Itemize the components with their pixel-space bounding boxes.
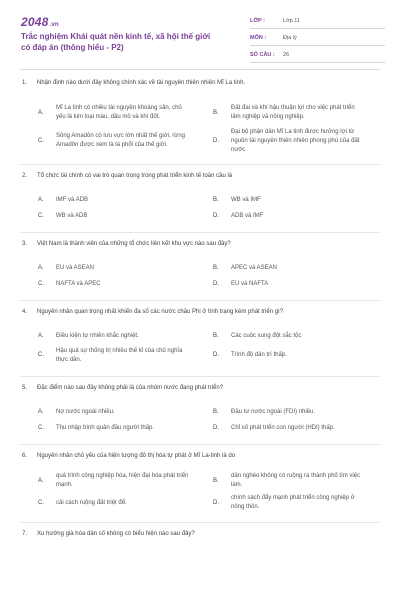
meta-value: 26 bbox=[283, 52, 290, 58]
option-text: Nợ nước ngoài nhiều. bbox=[56, 408, 115, 415]
answer-option-d[interactable] bbox=[195, 492, 370, 514]
answer-option-b[interactable] bbox=[195, 260, 370, 276]
question-header bbox=[20, 79, 380, 87]
question-number: 3. bbox=[22, 241, 28, 247]
option-text: Chỉ số phát triển con người (HDI) thấp. bbox=[231, 424, 335, 431]
option-text: Đầu tư nước ngoài (FDI) nhiều. bbox=[231, 408, 316, 415]
option-letter: C. bbox=[38, 499, 44, 506]
option-text: Sông Amadôn có lưu vực lớn nhất thế giới, rừng Amadôn được xem là lá phổi của thế giới. bbox=[56, 133, 185, 148]
site-logo[interactable] bbox=[21, 15, 59, 29]
option-text: NAFTA và APEC bbox=[56, 280, 101, 287]
question-item bbox=[20, 165, 380, 233]
question-number: 2. bbox=[22, 173, 28, 179]
option-text: Các cuộc xung đột sắc tộc bbox=[231, 332, 302, 339]
option-letter: A. bbox=[38, 477, 44, 484]
answer-option-b[interactable] bbox=[195, 404, 370, 420]
option-text: Đại bộ phận dân Mĩ La tinh được hưởng lợi từ nguồn tài nguyên thiên nhiên phong phú của đất nước bbox=[231, 128, 360, 153]
answer-option-c[interactable] bbox=[20, 276, 195, 292]
answer-option-d[interactable] bbox=[195, 344, 370, 367]
option-letter: B. bbox=[213, 477, 219, 484]
option-letter: B. bbox=[213, 332, 219, 339]
option-text: dân nghèo không có ruộng ra thành phố tìm việc làm. bbox=[231, 473, 361, 488]
answer-option-c[interactable] bbox=[20, 208, 195, 224]
answer-option-d[interactable] bbox=[195, 127, 370, 155]
answer-option-a[interactable] bbox=[20, 192, 195, 208]
option-text: EU và ASEAN bbox=[56, 264, 95, 271]
option-letter: D. bbox=[213, 352, 219, 358]
question-item bbox=[20, 445, 380, 523]
question-item bbox=[20, 301, 380, 377]
question-number: 7. bbox=[22, 531, 28, 537]
option-letter: C. bbox=[38, 212, 44, 219]
meta-label: LỚP : bbox=[250, 18, 265, 24]
option-text: Đất đai và khí hậu thuận lợi cho việc phát triển lâm nghiệp và nông nghiệp. bbox=[231, 105, 355, 120]
answer-options bbox=[20, 470, 380, 514]
question-text: Nguyên nhân quan trọng nhất khiến đa số các nước châu Phi ở tình trạng kém phát triển gì? bbox=[37, 309, 284, 315]
question-text: Việt Nam là thành viên của những tổ chức liên kết khu vực nào sau đây? bbox=[37, 241, 231, 247]
question-header bbox=[20, 308, 380, 316]
option-text: cải cách ruộng đất triệt để. bbox=[56, 499, 127, 506]
option-letter: D. bbox=[213, 424, 219, 431]
option-text: chính sách đẩy mạnh phát triển công nghiệp ở nông thôn. bbox=[231, 495, 355, 510]
answer-option-b[interactable] bbox=[195, 99, 370, 127]
option-text: Điều kiện tự nhiên khắc nghiệt. bbox=[56, 332, 139, 339]
option-letter: B. bbox=[213, 109, 219, 116]
answer-option-a[interactable] bbox=[20, 260, 195, 276]
document-header bbox=[0, 0, 400, 62]
document-title: Trắc nghiệm Khái quát nền kinh tế, xã hội thế giới có đáp án (thông hiểu - P2) bbox=[21, 32, 211, 52]
logo-suffix: .vn bbox=[49, 22, 59, 28]
question-number: 1. bbox=[22, 80, 28, 86]
question-item bbox=[20, 79, 380, 165]
answer-option-a[interactable] bbox=[20, 404, 195, 420]
option-text: Thu nhập bình quân đầu người thấp. bbox=[56, 424, 155, 431]
meta-label: MÔN : bbox=[250, 35, 267, 41]
answer-options bbox=[20, 404, 380, 436]
answer-option-c[interactable] bbox=[20, 492, 195, 514]
answer-option-a[interactable] bbox=[20, 99, 195, 127]
question-item bbox=[20, 233, 380, 301]
option-text: Mĩ La tinh có nhiều tài nguyên khoáng sản, chủ yếu là kim loại màu, dầu mỏ và khí đốt. bbox=[56, 105, 182, 120]
option-letter: A. bbox=[38, 264, 44, 271]
option-letter: B. bbox=[213, 264, 219, 271]
meta-row-question-count bbox=[250, 48, 385, 63]
answer-option-d[interactable] bbox=[195, 420, 370, 436]
answer-option-b[interactable] bbox=[195, 192, 370, 208]
option-text: WB và ADB bbox=[56, 212, 88, 219]
option-letter: D. bbox=[213, 212, 219, 219]
option-letter: C. bbox=[38, 424, 44, 431]
question-header bbox=[20, 172, 380, 180]
question-text: Nhận định nào dưới đây không chính xác về tài nguyên thiên nhiên Mĩ La tinh. bbox=[37, 80, 246, 86]
option-letter: A. bbox=[38, 332, 44, 339]
answer-option-a[interactable] bbox=[20, 328, 195, 344]
answer-option-d[interactable] bbox=[195, 208, 370, 224]
meta-value: Lớp 11 bbox=[283, 18, 300, 24]
answer-option-b[interactable] bbox=[195, 328, 370, 344]
option-text: ADB và IMF bbox=[231, 212, 264, 219]
question-text: Đặc điểm nào sau đây không phải là của nhóm nước đang phát triển? bbox=[37, 385, 224, 391]
question-text: Nguyên nhân chủ yếu của hiện tượng đô thị hóa tự phát ở Mĩ La-tinh là do bbox=[37, 453, 236, 459]
option-text: Hậu quả sự thống trị nhiều thế kỉ của chủ nghĩa thực dân. bbox=[56, 347, 183, 363]
meta-label: SỐ CÂU : bbox=[250, 52, 275, 58]
answer-option-b[interactable] bbox=[195, 470, 370, 492]
answer-options bbox=[20, 99, 380, 155]
question-number: 5. bbox=[22, 385, 28, 391]
question-number: 4. bbox=[22, 309, 28, 315]
question-text: Tổ chức tài chính có vai trò quan trọng trong phát triển kinh tế toàn cầu là bbox=[37, 173, 233, 179]
answer-options bbox=[20, 192, 380, 224]
answer-options bbox=[20, 328, 380, 367]
question-number: 6. bbox=[22, 453, 28, 459]
option-letter: C. bbox=[38, 137, 44, 144]
answer-option-d[interactable] bbox=[195, 276, 370, 292]
option-letter: B. bbox=[213, 408, 219, 415]
option-letter: B. bbox=[213, 196, 219, 203]
answer-option-c[interactable] bbox=[20, 344, 195, 367]
option-text: Trình độ dân trí thấp. bbox=[231, 352, 287, 358]
question-list bbox=[20, 79, 380, 538]
option-text: APEC và ASEAN bbox=[231, 264, 278, 271]
option-text: WB và IMF bbox=[231, 196, 261, 203]
question-text: Xu hướng già hóa dân số không có biểu hiện nào sau đây? bbox=[37, 531, 195, 537]
document-meta bbox=[250, 14, 385, 63]
answer-option-a[interactable] bbox=[20, 470, 195, 492]
option-letter: C. bbox=[38, 352, 44, 358]
question-header bbox=[20, 452, 380, 460]
answer-option-c[interactable] bbox=[20, 127, 195, 155]
meta-value: Địa lý bbox=[283, 35, 297, 41]
meta-row-subject bbox=[250, 31, 385, 46]
question-header bbox=[20, 240, 380, 248]
question-header bbox=[20, 530, 380, 538]
question-item bbox=[20, 523, 380, 538]
header-divider bbox=[20, 69, 380, 70]
option-letter: D. bbox=[213, 280, 219, 287]
question-header bbox=[20, 384, 380, 392]
option-text: EU và NAFTA bbox=[231, 280, 269, 287]
question-item bbox=[20, 377, 380, 445]
option-letter: C. bbox=[38, 280, 44, 287]
option-letter: D. bbox=[213, 137, 219, 144]
option-letter: A. bbox=[38, 196, 44, 203]
answer-options bbox=[20, 260, 380, 292]
option-letter: A. bbox=[38, 109, 44, 116]
option-letter: A. bbox=[38, 408, 44, 415]
option-text: IMF và ADB bbox=[56, 196, 89, 203]
logo-text: 2048 bbox=[21, 15, 49, 29]
option-text: quá trình công nghiệp hóa, hiện đại hóa phát triển mạnh. bbox=[56, 473, 189, 488]
answer-option-c[interactable] bbox=[20, 420, 195, 436]
option-letter: D. bbox=[213, 499, 219, 506]
meta-row-class bbox=[250, 14, 385, 29]
